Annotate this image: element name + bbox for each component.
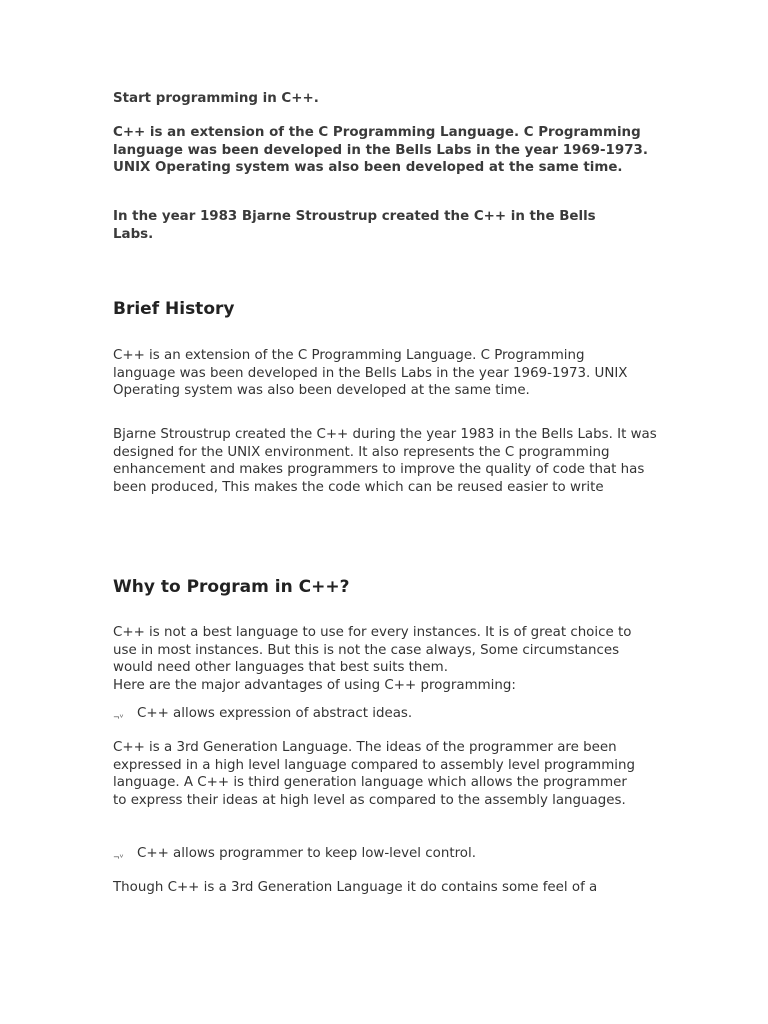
intro-paragraph-2: In the year 1983 Bjarne Stroustrup created the C++ in the Bells Labs.: [113, 209, 596, 242]
brief-history-heading: Brief History: [113, 299, 235, 319]
why-program-paragraph-1: C++ is not a best language to use for every instances. It is of great choice to use in most instances. But this is not the case always, Some circumstances would need other languages that best suits them.: [113, 625, 632, 675]
why-program-paragraph-3: Though C++ is a 3rd Generation Language it do contains some feel of a: [113, 880, 598, 895]
bullet-item-2: [113, 845, 663, 863]
intro-paragraph-1: C++ is an extension of the C Programming Language. C Programming language was been developed in the Bells Labs in the year 1969-1973. UNIX Operating system was also been developed at the same time.: [113, 125, 648, 175]
bullet-item-1: [113, 705, 663, 723]
why-program-paragraph-1-line-4: Here are the major advantages of using C++ programming:: [113, 678, 516, 693]
bullet-item-1-text: C++ allows expression of abstract ideas.: [137, 706, 413, 721]
intro-title: Start programming in C++.: [113, 91, 319, 106]
bullet-marker-icon: ¬ⱽ: [113, 713, 124, 722]
bullet-marker-icon: ¬ⱽ: [113, 853, 124, 862]
bullet-item-2-text: C++ allows programmer to keep low-level control.: [137, 846, 476, 861]
why-program-heading: Why to Program in C++?: [113, 577, 350, 597]
brief-history-paragraph-1: C++ is an extension of the C Programming Language. C Programming language was been developed in the Bells Labs in the year 1969-1973. UNIX Operating system was also been developed at the same time.: [113, 348, 628, 398]
why-program-paragraph-2: C++ is a 3rd Generation Language. The ideas of the programmer are been expressed in a high level language compared to assembly level programming language. A C++ is third generation language which allows the programmer to express their ideas at high level as compared to the assembly languages.: [113, 740, 635, 808]
brief-history-paragraph-2: Bjarne Stroustrup created the C++ during the year 1983 in the Bells Labs. It was designed for the UNIX environment. It also represents the C programming enhancement and makes programmers to improve the quality of code that has been produced, This makes the code which can be reused easier to write: [113, 427, 657, 495]
